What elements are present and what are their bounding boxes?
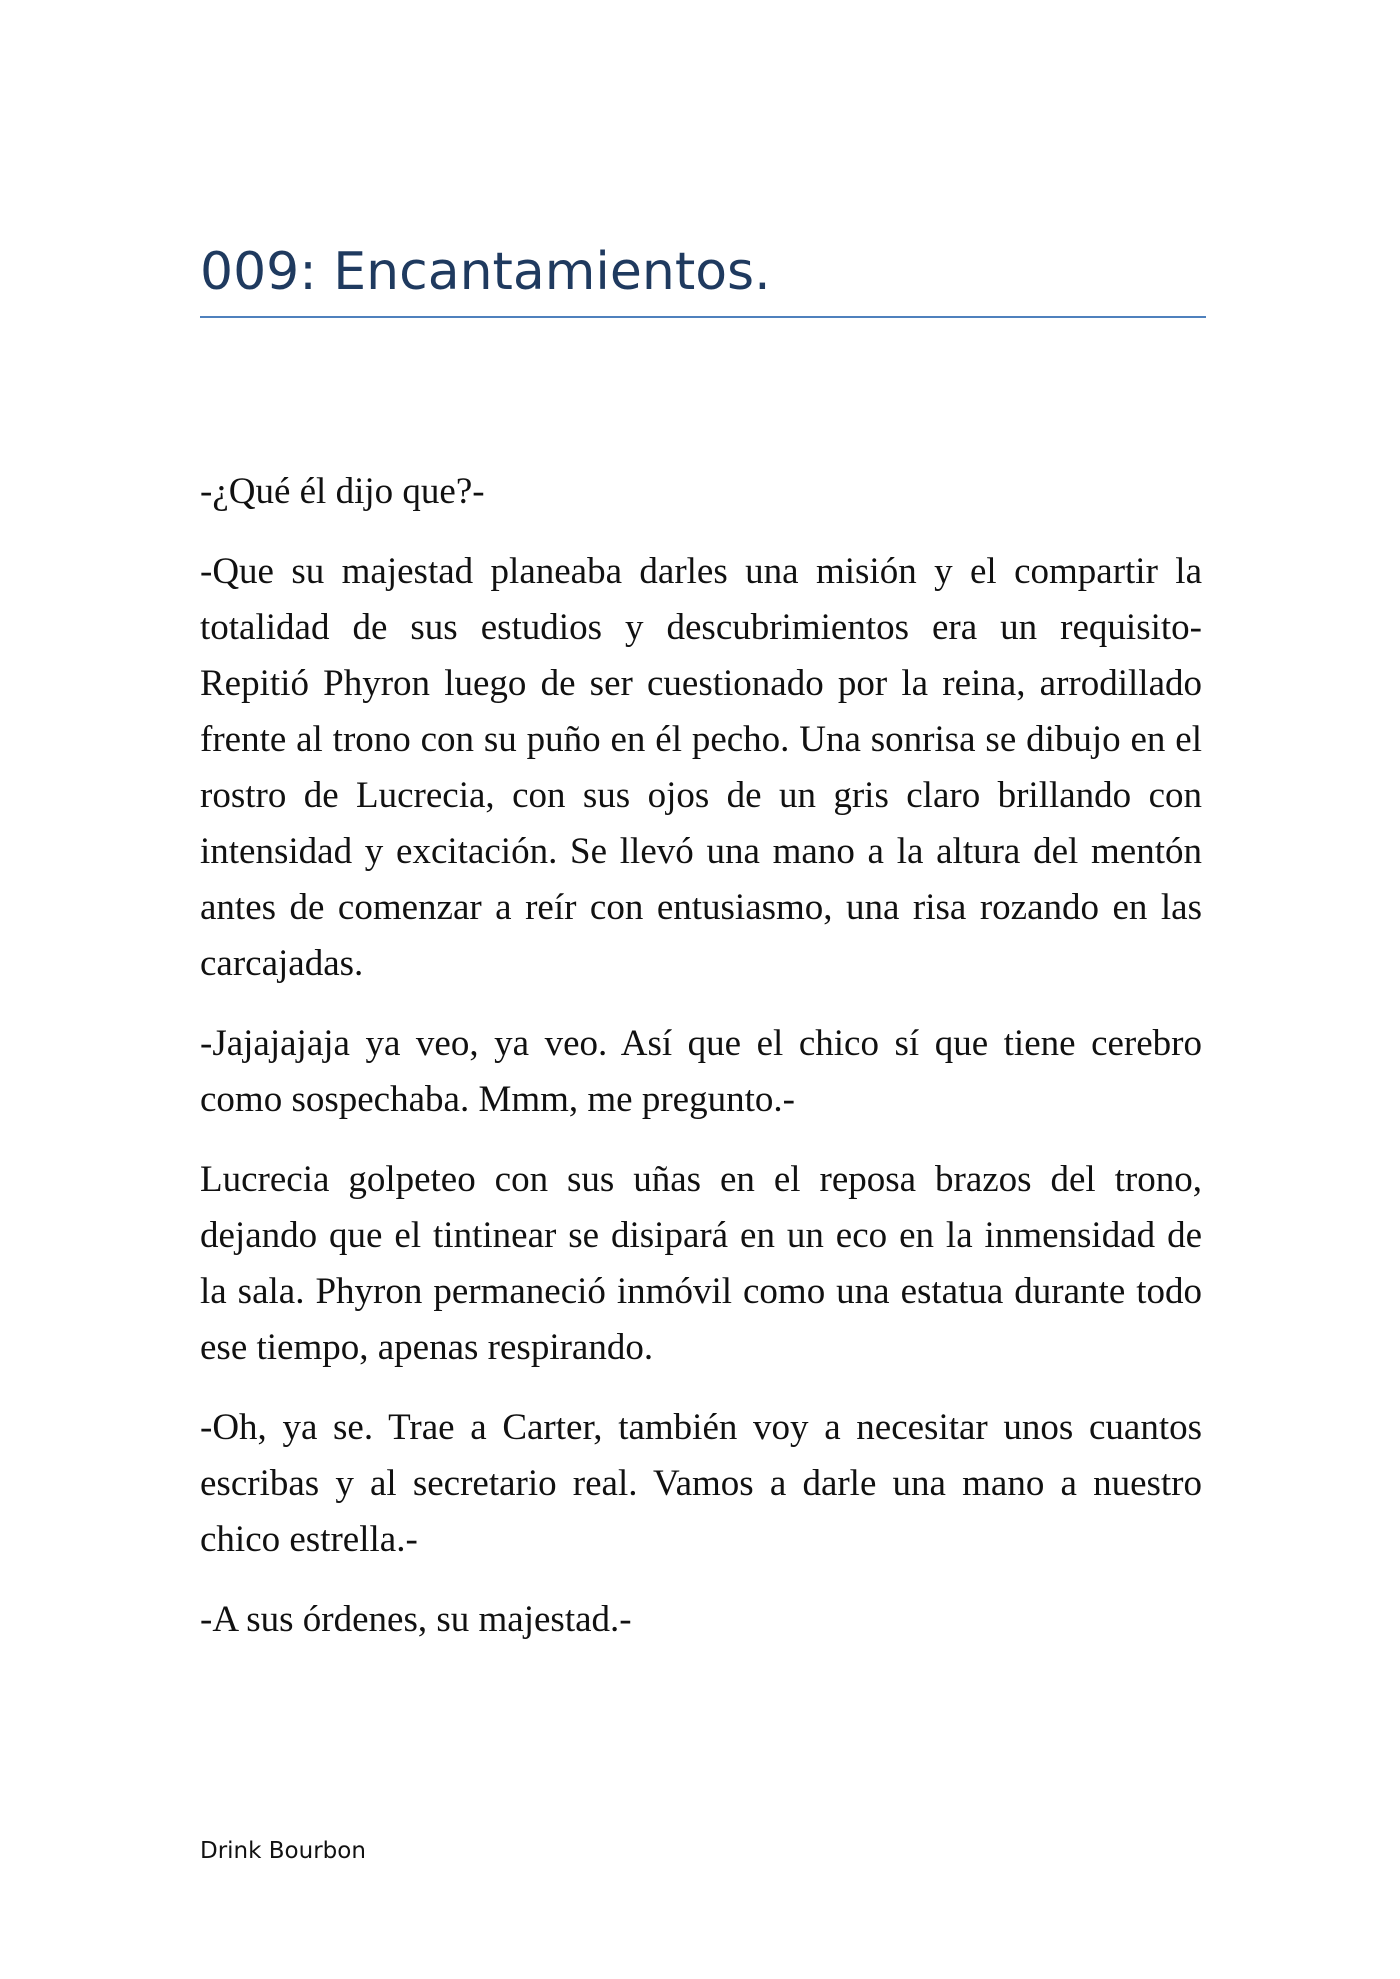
footer-author: Drink Bourbon — [200, 1838, 366, 1864]
paragraph: -Que su majestad planeaba darles una misión y el compartir la totalidad de sus estudios y descubrimientos era un requisito- Repitió Phyron luego de ser cuestionado por la reina, arrodillado frente al trono con su puño en él pecho. Una sonrisa se dibujo en el rostro de Lucrecia, con sus ojos de un gris claro brillando con intensidad y excitación. Se llevó una mano a la altura del mentón antes de comenzar a reír con entusiasmo, una risa rozando en las carcajadas. — [200, 551, 1202, 984]
paragraph: -Oh, ya se. Trae a Carter, también voy a necesitar unos cuantos escribas y al secretario real. Vamos a darle una mano a nuestro chico estrella.- — [200, 1407, 1202, 1560]
paragraph: -Jajajajaja ya veo, ya veo. Así que el chico sí que tiene cerebro como sospechaba. Mmm, me pregunto.- — [200, 1023, 1202, 1120]
paragraph: -¿Qué él dijo que?- — [200, 471, 485, 512]
chapter-body — [200, 464, 1202, 1672]
chapter-title: 009: Encantamientos. — [200, 236, 1206, 318]
paragraph: Lucrecia golpeteo con sus uñas en el reposa brazos del trono, dejando que el tintinear se disipará en un eco en la inmensidad de la sala. Phyron permaneció inmóvil como una estatua durante todo ese tiempo, apenas respirando. — [200, 1159, 1202, 1368]
paragraph: -A sus órdenes, su majestad.- — [200, 1599, 632, 1640]
